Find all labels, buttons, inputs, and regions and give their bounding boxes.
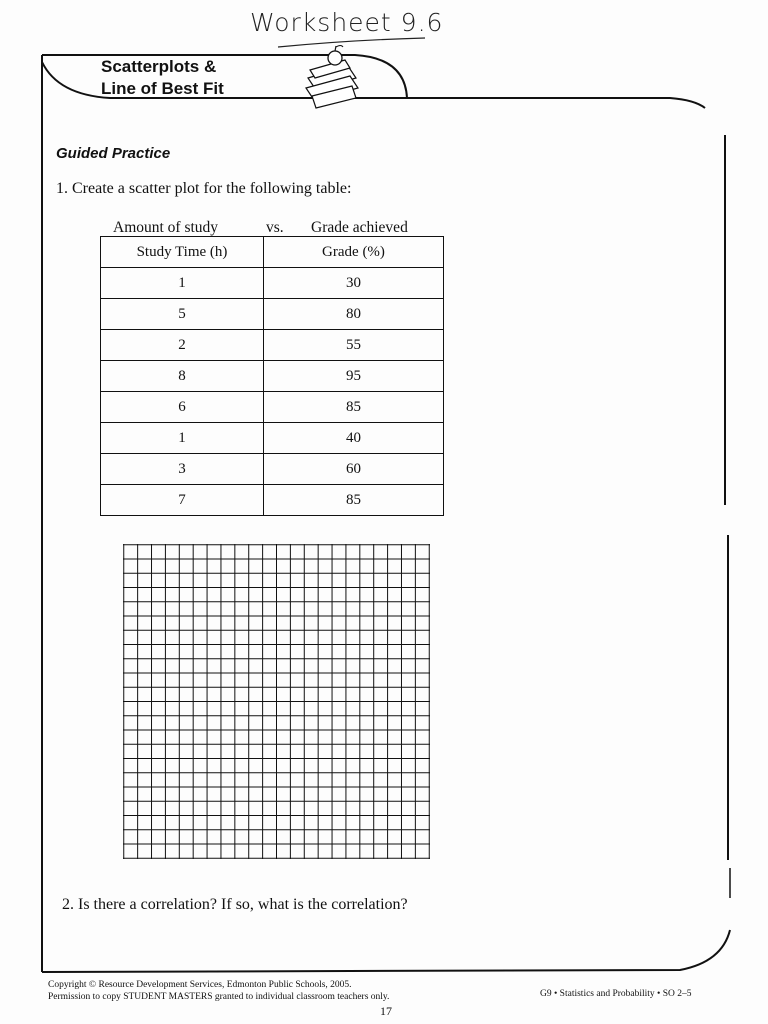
section-heading: Guided Practice [56,145,171,162]
table-row [101,330,444,361]
study-time-cell: 3 [101,454,264,485]
table-row [101,299,444,330]
table-row [101,485,444,516]
grade-cell: 85 [264,392,444,423]
study-time-cell: 1 [101,423,264,454]
table-row [101,454,444,485]
question-1: 1. Create a scatter plot for the following table: [56,180,352,197]
study-time-cell: 2 [101,330,264,361]
study-time-cell: 6 [101,392,264,423]
header-grade: Grade (%) [264,237,444,268]
study-time-cell: 7 [101,485,264,516]
table-header-row [101,237,444,268]
graph-paper-grid[interactable] [123,544,430,859]
question-2: 2. Is there a correlation? If so, what is the correlation? [62,896,408,913]
header-study-time: Study Time (h) [101,237,264,268]
table-row [101,361,444,392]
grade-cell: 85 [264,485,444,516]
copyright-line-1: Copyright © Resource Development Services, Edmonton Public Schools, 2005. [48,980,352,990]
study-time-cell: 8 [101,361,264,392]
worksheet-title [101,56,224,100]
grade-cell: 80 [264,299,444,330]
table-row [101,423,444,454]
page-number: 17 [380,1004,392,1018]
footer-copyright [48,979,389,1003]
table-row [101,392,444,423]
title-line-1: Scatterplots & [101,57,217,76]
grade-cell: 30 [264,268,444,299]
study-time-cell: 5 [101,299,264,330]
grade-cell: 55 [264,330,444,361]
table-caption-vs: vs. [266,219,284,236]
copyright-line-2: Permission to copy STUDENT MASTERS granted to individual classroom teachers only. [48,992,390,1002]
table-row [101,268,444,299]
footer-course: G9 • Statistics and Probability • SO 2–5 [540,989,692,999]
grade-cell: 60 [264,454,444,485]
handwritten-title: Worksheet 9.6 [250,8,444,37]
grade-cell: 40 [264,423,444,454]
study-time-cell: 1 [101,268,264,299]
data-table [100,236,444,516]
grade-cell: 95 [264,361,444,392]
table-caption-left: Amount of study [113,219,219,236]
title-line-2: Line of Best Fit [101,79,224,98]
table-caption-right: Grade achieved [311,219,408,236]
